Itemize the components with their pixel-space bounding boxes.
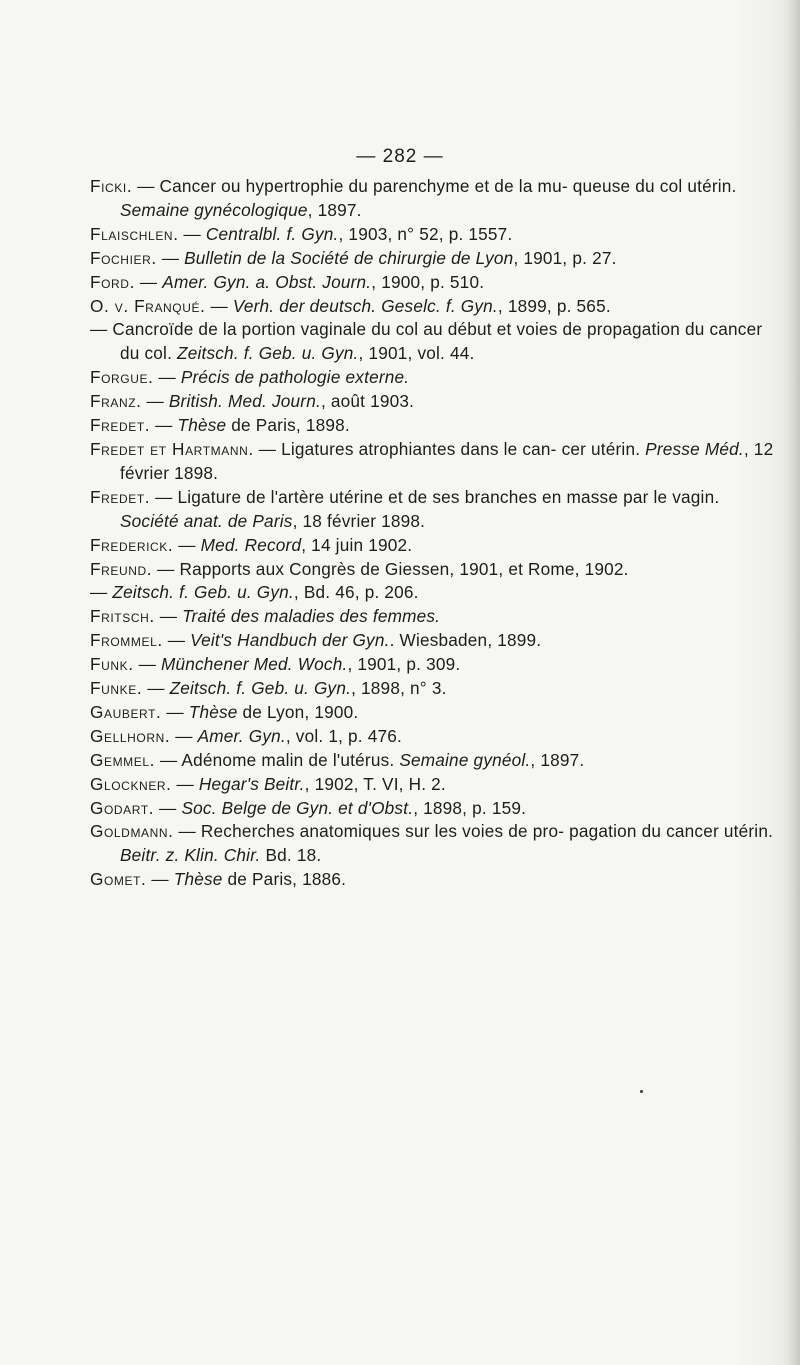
entry-details: , 1901, vol. 44. (358, 343, 475, 364)
entry-text: — (142, 678, 170, 699)
bibliography-entry (90, 438, 780, 486)
entry-author: Glockner. (90, 773, 172, 794)
entry-details: , 1897. (530, 749, 585, 770)
entry-author: Gemmel. (90, 749, 156, 770)
bibliography-entry (90, 271, 780, 295)
entry-text: — (171, 773, 199, 794)
bibliography-entry (90, 414, 780, 438)
entry-details: , 1901, p. 27. (513, 247, 617, 268)
entry-text: — (150, 415, 178, 436)
entry-text: — (133, 654, 161, 675)
entry-author: Frederick. (90, 534, 174, 555)
entry-text: — Ligature de l'artère utérine et de ses branches en masse par le vagin. (150, 486, 720, 507)
bibliography-entry (90, 677, 780, 701)
entry-details: , 12 février 1898. (120, 438, 774, 483)
bibliography-entry (90, 749, 780, 773)
bibliography-entry (90, 653, 780, 677)
bibliography-entry (90, 797, 780, 821)
entry-author: Fredet et Hartmann. (90, 438, 254, 459)
bibliography-entry (90, 701, 780, 725)
entry-source: Société anat. de Paris (120, 510, 293, 531)
entry-text: — (161, 701, 189, 722)
entry-details: de Paris, 1886. (222, 869, 347, 890)
entry-author: Godart. (90, 797, 155, 818)
entry-details: , 1898, p. 159. (413, 797, 527, 818)
ink-speck (640, 1090, 643, 1093)
entry-text: — (90, 582, 113, 603)
entry-source: Zeitsch. f. Geb. u. Gyn. (177, 343, 359, 364)
page-edge-shadow (786, 0, 800, 1365)
bibliography-entry (90, 820, 780, 868)
entry-source: Hegar's Beitr. (198, 773, 305, 794)
entry-details: Bd. 18. (260, 845, 322, 866)
entry-text: — (178, 223, 206, 244)
entry-author: Gomet. (90, 869, 147, 890)
entry-details: , 14 juin 1902. (301, 534, 413, 555)
entry-text: — (154, 606, 183, 627)
entry-author: Fredet. (90, 415, 151, 436)
entry-details: de Lyon, 1900. (237, 701, 359, 722)
entry-details: , 1898, n° 3. (351, 678, 447, 699)
bibliography-entry (90, 773, 780, 797)
entry-author: Frommel. (90, 630, 163, 651)
entry-text: — (153, 367, 181, 388)
entry-details: de Paris, 1898. (226, 415, 350, 436)
entry-author: Fredet. (90, 486, 151, 507)
bibliography-entry (90, 725, 780, 749)
entry-details: , 1899, p. 565. (497, 295, 611, 316)
entry-author: Ficki. (90, 176, 133, 196)
entry-text: — Adénome malin de l'utérus. (155, 749, 400, 770)
entry-details: , 1902, T. VI, H. 2. (304, 773, 446, 794)
entry-details: , août 1903. (320, 391, 415, 412)
entry-text: — (156, 247, 185, 268)
entry-text: — (173, 534, 201, 555)
entry-source: Thèse (173, 869, 223, 890)
bibliography-entry (90, 390, 780, 414)
page-number: — 282 — (356, 146, 444, 167)
entry-details: , Bd. 46, p. 206. (293, 582, 419, 603)
entry-source: British. Med. Journ. (168, 391, 321, 412)
bibliography-entry (90, 629, 780, 653)
entry-source: Münchener Med. Woch. (160, 654, 348, 675)
entry-author: Fritsch. (90, 606, 155, 627)
entry-text: — Recherches anatomiques sur les voies de pro- pagation du cancer utérin. (173, 821, 774, 842)
entry-author: Funke. (90, 678, 143, 699)
entry-author: Forgue. (90, 367, 154, 388)
entry-text: — (162, 630, 191, 651)
bibliography-entry (90, 581, 780, 605)
entry-source: Traité des maladies des femmes. (182, 606, 441, 627)
bibliography-entry (90, 223, 780, 247)
bibliography-entry (90, 247, 780, 271)
bibliography-list (90, 175, 780, 892)
bibliography-entry (90, 534, 780, 558)
entry-source: Zeitsch. f. Geb. u. Gyn. (169, 678, 352, 699)
entry-details: , 1901, p. 309. (347, 654, 461, 675)
entry-text: — (154, 797, 182, 818)
entry-details: , 18 février 1898. (292, 510, 426, 531)
entry-text: — (134, 271, 163, 292)
entry-source: Semaine gynéol. (399, 749, 531, 770)
entry-text: — (205, 295, 233, 316)
entry-author: Flaischlen. (90, 223, 179, 244)
entry-source: Amer. Gyn. a. Obst. Journ. (162, 271, 372, 292)
entry-details: , 1900, p. 510. (371, 271, 485, 292)
entry-text: — Cancer ou hypertrophie du parenchyme et de la mu- queuse du col utérin. (132, 176, 737, 196)
entry-text: — (146, 869, 174, 890)
entry-source: Semaine gynécologique (120, 199, 308, 220)
bibliography-entry (90, 486, 780, 534)
bibliography-entry (90, 605, 780, 629)
entry-source: Med. Record (200, 534, 302, 555)
entry-source: Presse Méd. (645, 438, 744, 459)
entry-source: Soc. Belge de Gyn. et d'Obst. (181, 797, 414, 818)
entry-details: , vol. 1, p. 476. (285, 725, 403, 746)
entry-source: Centralbl. f. Gyn. (205, 223, 339, 244)
bibliography-entry (90, 366, 780, 390)
bibliography-entry (90, 175, 780, 223)
entry-source: Veit's Handbuch der Gyn. (190, 630, 390, 651)
entry-source: Précis de pathologie externe. (180, 367, 410, 388)
entry-text: — Cancroïde de la portion vaginale du col au début et voies de propagation du cancer du col. (90, 319, 763, 364)
entry-source: Thèse (188, 701, 238, 722)
entry-text: — Ligatures atrophiantes dans le can- cer utérin. (253, 438, 646, 459)
entry-details: , 1897. (307, 199, 362, 220)
entry-author: Funk. (90, 654, 134, 675)
entry-details: . Wiesbaden, 1899. (389, 630, 542, 651)
entry-source: Beitr. z. Klin. Chir. (120, 845, 261, 866)
entry-author: Gellhorn. (90, 725, 171, 746)
bibliography-entry (90, 868, 780, 892)
entry-author: O. v. Franqué. (90, 295, 206, 316)
bibliography-entry (90, 558, 780, 582)
entry-text: — (170, 725, 198, 746)
entry-source: Thèse (177, 415, 227, 436)
entry-author: Franz. (90, 391, 142, 412)
bibliography-entry (90, 318, 780, 366)
entry-source: Amer. Gyn. (197, 725, 286, 746)
entry-source: Verh. der deutsch. Geselc. f. Gyn. (232, 295, 498, 316)
entry-author: Ford. (90, 271, 135, 292)
entry-text: — (141, 391, 169, 412)
entry-author: Goldmann. (90, 821, 174, 842)
entry-author: Gaubert. (90, 701, 162, 722)
bibliography-entry (90, 295, 780, 319)
entry-text: — Rapports aux Congrès de Giessen, 1901, et Rome, 1902. (152, 558, 629, 579)
entry-author: Freund. (90, 558, 153, 579)
entry-details: , 1903, n° 52, p. 1557. (338, 223, 513, 244)
entry-source: Zeitsch. f. Geb. u. Gyn. (112, 582, 294, 603)
entry-source: Bulletin de la Société de chirurgie de Lyon (184, 247, 514, 268)
entry-author: Fochier. (90, 247, 157, 268)
